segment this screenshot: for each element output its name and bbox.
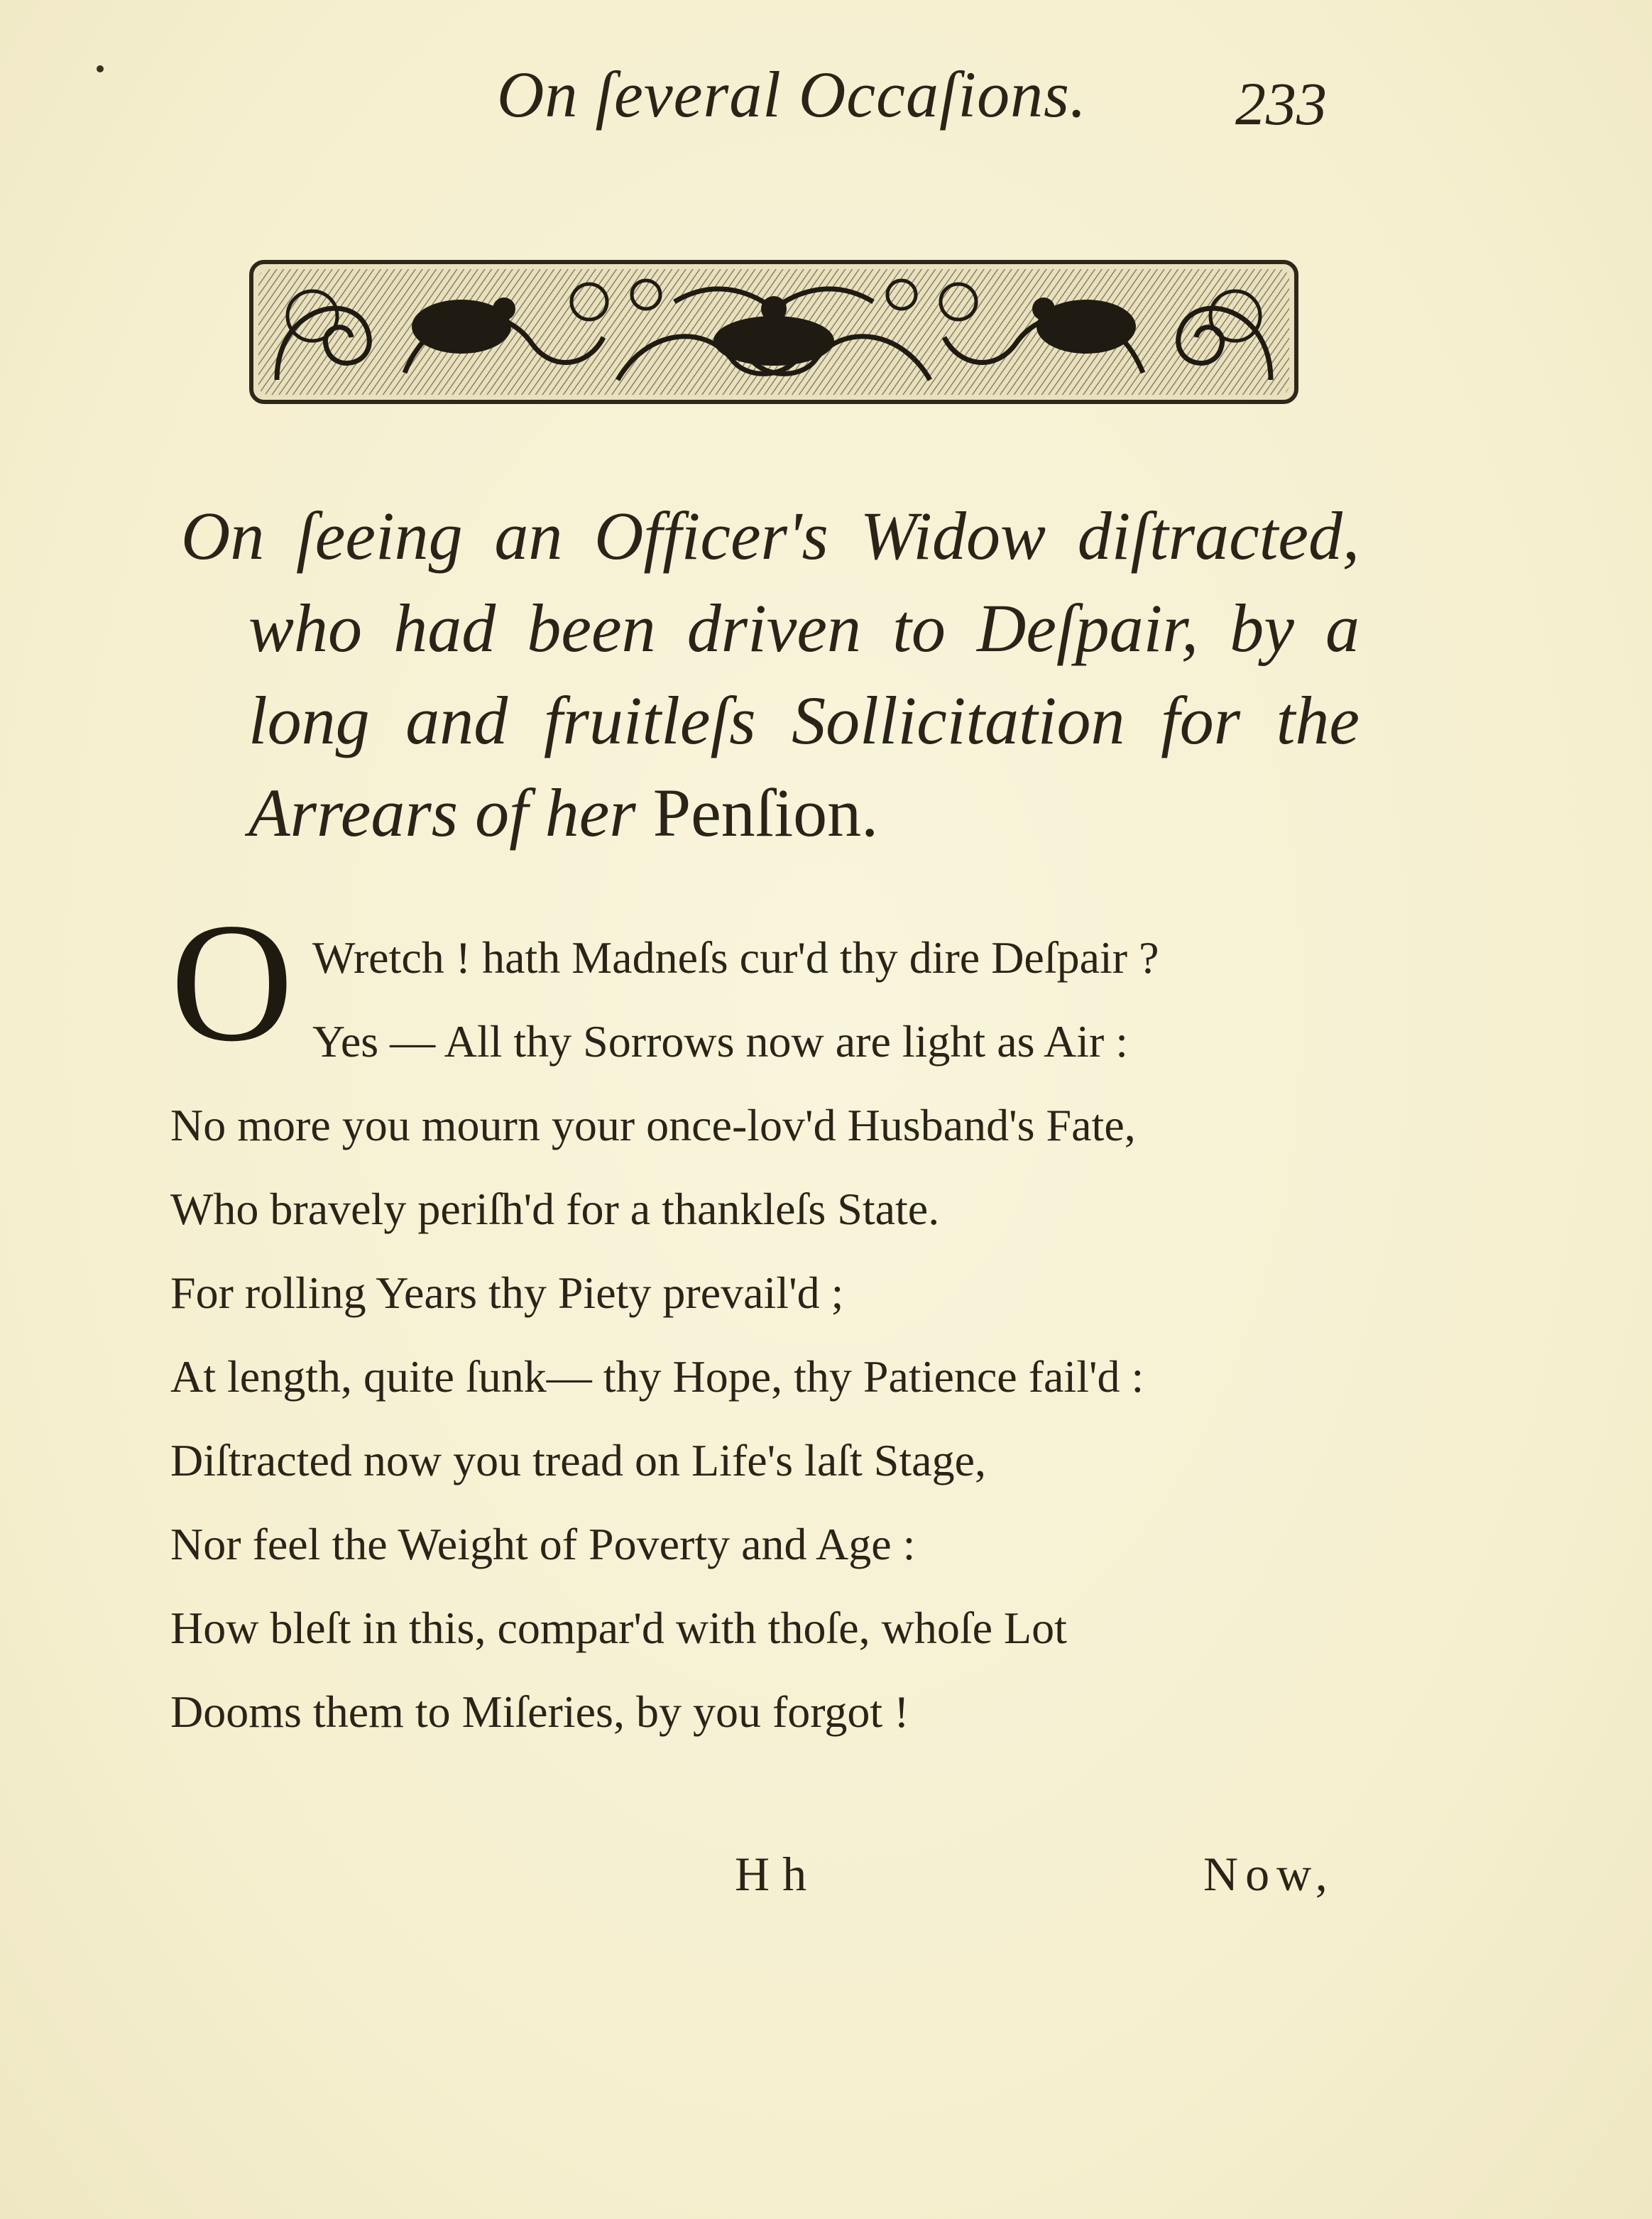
verse-line: For rolling Years thy Piety prevail'd ;	[170, 1267, 844, 1318]
poem-title	[181, 490, 1360, 859]
verse-line: Diſtracted now you tread on Life's laſt Stage,	[170, 1435, 986, 1485]
verse-line: At length, quite ſunk— thy Hope, thy Patience fail'd :	[170, 1351, 1144, 1402]
page-footer	[0, 1846, 1652, 1917]
verse-line: Yes — All thy Sorrows now are light as Air :	[312, 1016, 1129, 1067]
verse-line: How bleſt in this, compar'd with thoſe, whoſe Lot	[170, 1603, 1067, 1653]
poem-title-line-2: who had been driven to Deſpair, by a	[248, 590, 1360, 666]
signature-mark: Hh	[735, 1847, 820, 1901]
verse-line: No more you mourn your once-lov'd Husband's Fate,	[170, 1100, 1136, 1150]
drop-cap: O	[170, 888, 294, 1076]
woodcut-headpiece-ornament-icon	[248, 259, 1299, 405]
running-head	[0, 50, 1652, 149]
poem-title-line-4-italic: Arrears of her	[248, 775, 636, 851]
verse-line: Who bravely periſh'd for a thankleſs State.	[170, 1184, 940, 1234]
verse-line: Wretch ! hath Madneſs cur'd thy dire Deſpair ?	[312, 932, 1159, 983]
page-number: 233	[1235, 70, 1327, 138]
poem-title-line-3: long and fruitleſs Sollicitation for the	[248, 682, 1360, 758]
running-title: On ſeveral Occaſions.	[497, 58, 1087, 131]
verse-line: Dooms them to Miſeries, by you forgot !	[170, 1686, 909, 1737]
poem-title-line-1: On ſeeing an Officer's Widow diſtracted,	[181, 498, 1360, 574]
verse-line: Nor feel the Weight of Poverty and Age :	[170, 1519, 916, 1569]
poem-title-line-4-roman: Penſion.	[652, 775, 879, 851]
catchword: Now,	[1203, 1847, 1335, 1901]
poem-title-line-4	[181, 767, 1360, 859]
poem-body	[170, 888, 1377, 1754]
